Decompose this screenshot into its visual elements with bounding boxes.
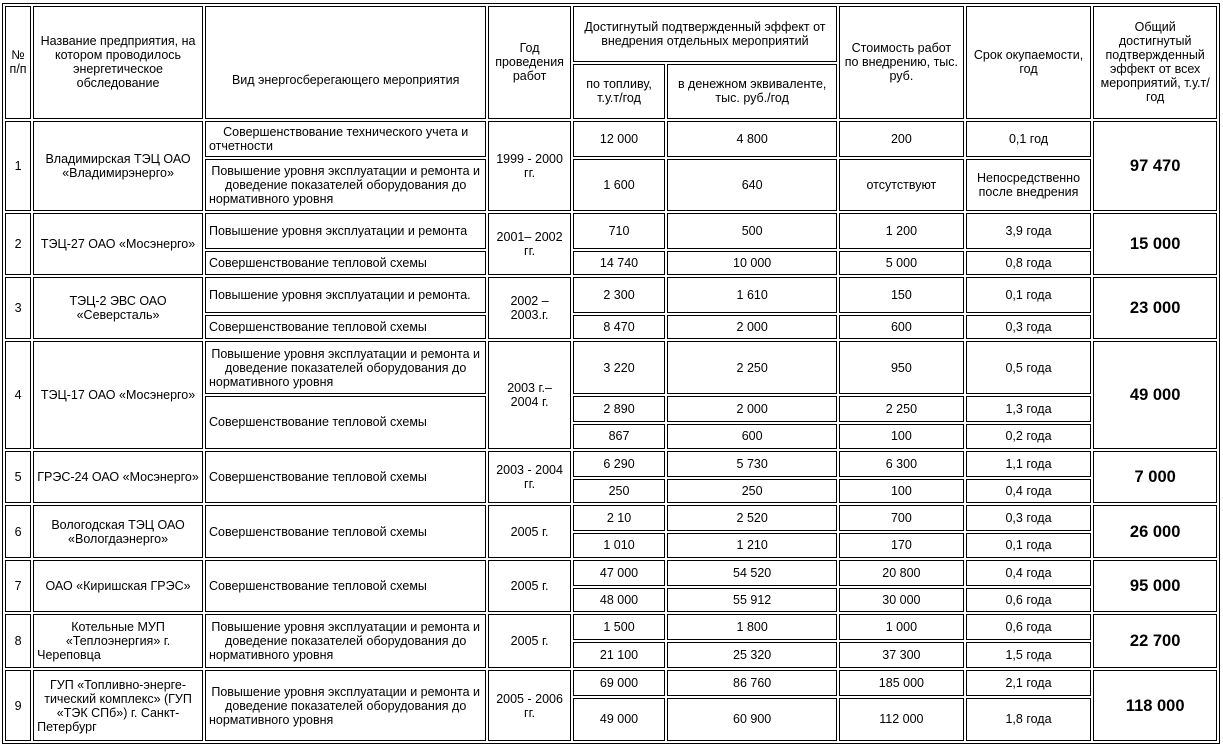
table-row [5, 451, 1217, 477]
payback-cell: 0,1 года [966, 277, 1092, 313]
header-total: Общий достигнутый подтвержденный эффект от всех мероприятий, т.у.т/год [1093, 6, 1217, 119]
fuel-cell: 47 000 [573, 560, 665, 586]
cost-cell: 20 800 [839, 560, 964, 586]
table-row [5, 213, 1217, 249]
fuel-cell: 6 290 [573, 451, 665, 477]
payback-cell: 1,5 года [966, 642, 1092, 668]
payback-cell: 0,3 года [966, 505, 1092, 531]
money-cell: 60 900 [667, 698, 837, 741]
row-num: 3 [5, 277, 31, 339]
measure-name: Повышение уровня эксплуатации и ремонта и доведение показателей оборудования до нормативного уровня [205, 341, 486, 394]
enterprise-name: ТЭЦ-27 ОАО «Мосэнерго» [33, 213, 203, 275]
year-cell: 2005 г. [488, 560, 570, 613]
total-cell: 49 000 [1093, 341, 1217, 448]
header-fuel: по топливу, т.у.т/год [573, 64, 665, 119]
fuel-cell: 2 300 [573, 277, 665, 313]
measure-name: Совершенствование технического учета и отчетности [205, 121, 486, 158]
fuel-cell: 867 [573, 424, 665, 449]
enterprise-name: ГУП «Топливно-энерге-тический комплекс» (ГУП «ТЭК СПб») г. Санкт-Петербург [33, 670, 203, 741]
fuel-cell: 49 000 [573, 698, 665, 741]
enterprise-name: ТЭЦ-17 ОАО «Мосэнерго» [33, 341, 203, 448]
measure-name: Повышение уровня эксплуатации и ремонта и доведение показателей оборудования до нормативного уровня [205, 670, 486, 741]
payback-cell: 0,4 года [966, 560, 1092, 586]
header-cost: Стоимость работ по внедрению, тыс. руб. [839, 6, 964, 119]
measure-name: Совершенствование тепловой схемы [205, 505, 486, 558]
row-num: 1 [5, 121, 31, 211]
fuel-cell: 69 000 [573, 670, 665, 696]
payback-cell: 1,8 года [966, 698, 1092, 741]
table-row [5, 341, 1217, 394]
table-row [5, 277, 1217, 313]
money-cell: 54 520 [667, 560, 837, 586]
cost-cell: 30 000 [839, 588, 964, 613]
enterprise-name: ГРЭС-24 ОАО «Мосэнерго» [33, 451, 203, 504]
payback-cell: 0,1 год [966, 121, 1092, 158]
fuel-cell: 3 220 [573, 341, 665, 394]
year-cell: 2002 – 2003.г. [488, 277, 570, 339]
fuel-cell: 1 600 [573, 159, 665, 211]
fuel-cell: 48 000 [573, 588, 665, 613]
cost-cell: 5 000 [839, 251, 964, 276]
row-num: 4 [5, 341, 31, 448]
table-row [5, 560, 1217, 586]
cost-cell: 37 300 [839, 642, 964, 668]
money-cell: 25 320 [667, 642, 837, 668]
money-cell: 2 250 [667, 341, 837, 394]
money-cell: 250 [667, 479, 837, 504]
table-row [5, 505, 1217, 531]
total-cell: 22 700 [1093, 614, 1217, 668]
energy-audit-table [2, 3, 1220, 744]
cost-cell: 1 200 [839, 213, 964, 249]
money-cell: 55 912 [667, 588, 837, 613]
payback-cell: 1,3 года [966, 396, 1092, 422]
total-cell: 95 000 [1093, 560, 1217, 613]
total-cell: 15 000 [1093, 213, 1217, 275]
row-num: 2 [5, 213, 31, 275]
row-num: 5 [5, 451, 31, 504]
header-year: Год проведения работ [488, 6, 570, 119]
cost-cell: 112 000 [839, 698, 964, 741]
money-cell: 500 [667, 213, 837, 249]
total-cell: 97 470 [1093, 121, 1217, 211]
measure-name: Совершенствование тепловой схемы [205, 451, 486, 504]
year-cell: 1999 - 2000 гг. [488, 121, 570, 211]
measure-name: Повышение уровня эксплуатации и ремонта [205, 213, 486, 249]
cost-cell: 600 [839, 315, 964, 340]
cost-cell: 6 300 [839, 451, 964, 477]
payback-cell: 2,1 года [966, 670, 1092, 696]
cost-cell: 170 [839, 533, 964, 558]
total-cell: 23 000 [1093, 277, 1217, 339]
measure-name: Повышение уровня эксплуатации и ремонта. [205, 277, 486, 313]
fuel-cell: 8 470 [573, 315, 665, 340]
header-payback: Срок окупаемости, год [966, 6, 1092, 119]
fuel-cell: 12 000 [573, 121, 665, 158]
money-cell: 640 [667, 159, 837, 211]
cost-cell: 2 250 [839, 396, 964, 422]
total-cell: 26 000 [1093, 505, 1217, 558]
cost-cell: 100 [839, 479, 964, 504]
fuel-cell: 21 100 [573, 642, 665, 668]
year-cell: 2005 г. [488, 614, 570, 668]
measure-name: Совершенствование тепловой схемы [205, 560, 486, 613]
payback-cell: 3,9 года [966, 213, 1092, 249]
year-cell: 2001– 2002 гг. [488, 213, 570, 275]
enterprise-name: Владимирская ТЭЦ ОАО «Владимирэнерго» [33, 121, 203, 211]
payback-cell: 0,2 года [966, 424, 1092, 449]
header-measure: Вид энергосберегающего мероприятия [205, 6, 486, 119]
measure-name: Повышение уровня эксплуатации и ремонта и доведение показателей оборудования до нормативного уровня [205, 614, 486, 668]
cost-cell: 1 000 [839, 614, 964, 640]
year-cell: 2003 - 2004 гг. [488, 451, 570, 504]
payback-cell: 0,4 года [966, 479, 1092, 504]
money-cell: 2 520 [667, 505, 837, 531]
payback-cell: 0,8 года [966, 251, 1092, 276]
year-cell: 2005 г. [488, 505, 570, 558]
fuel-cell: 1 010 [573, 533, 665, 558]
table-row [5, 670, 1217, 696]
cost-cell: 185 000 [839, 670, 964, 696]
year-cell: 2005 - 2006 гг. [488, 670, 570, 741]
year-cell: 2003 г.– 2004 г. [488, 341, 570, 448]
money-cell: 10 000 [667, 251, 837, 276]
money-cell: 86 760 [667, 670, 837, 696]
payback-cell: 0,3 года [966, 315, 1092, 340]
payback-cell: 0,6 года [966, 588, 1092, 613]
table-row [5, 614, 1217, 640]
table-row [5, 121, 1217, 158]
row-num: 7 [5, 560, 31, 613]
fuel-cell: 250 [573, 479, 665, 504]
header-row [5, 6, 1217, 62]
cost-cell: отсутствуют [839, 159, 964, 211]
enterprise-name: Вологодская ТЭЦ ОАО «Вологдаэнерго» [33, 505, 203, 558]
fuel-cell: 710 [573, 213, 665, 249]
row-num: 8 [5, 614, 31, 668]
header-money: в денежном эквиваленте, тыс. руб./год [667, 64, 837, 119]
cost-cell: 950 [839, 341, 964, 394]
payback-cell: 1,1 года [966, 451, 1092, 477]
measure-name: Совершенствование тепловой схемы [205, 396, 486, 449]
payback-cell: Непосредственно после внедрения [966, 159, 1092, 211]
cost-cell: 700 [839, 505, 964, 531]
cost-cell: 100 [839, 424, 964, 449]
money-cell: 600 [667, 424, 837, 449]
money-cell: 1 800 [667, 614, 837, 640]
enterprise-name: Котельные МУП «Теплоэнергия» г. Череповца [33, 614, 203, 668]
payback-cell: 0,6 года [966, 614, 1092, 640]
measure-name: Совершенствование тепловой схемы [205, 315, 486, 340]
row-num: 9 [5, 670, 31, 741]
header-num: № п/п [5, 6, 31, 119]
header-enterprise: Название предприятия, на котором проводилось энергетическое обследование [33, 6, 203, 119]
fuel-cell: 2 890 [573, 396, 665, 422]
enterprise-name: ОАО «Киришская ГРЭС» [33, 560, 203, 613]
money-cell: 2 000 [667, 315, 837, 340]
money-cell: 1 610 [667, 277, 837, 313]
total-cell: 7 000 [1093, 451, 1217, 504]
money-cell: 1 210 [667, 533, 837, 558]
money-cell: 2 000 [667, 396, 837, 422]
money-cell: 5 730 [667, 451, 837, 477]
cost-cell: 150 [839, 277, 964, 313]
payback-cell: 0,1 года [966, 533, 1092, 558]
total-cell: 118 000 [1093, 670, 1217, 741]
measure-name: Совершенствование тепловой схемы [205, 251, 486, 276]
fuel-cell: 14 740 [573, 251, 665, 276]
fuel-cell: 1 500 [573, 614, 665, 640]
fuel-cell: 2 10 [573, 505, 665, 531]
money-cell: 4 800 [667, 121, 837, 158]
enterprise-name: ТЭЦ-2 ЭВС ОАО «Северсталь» [33, 277, 203, 339]
measure-name: Повышение уровня эксплуатации и ремонта и доведение показателей оборудования до нормативного уровня [205, 159, 486, 211]
header-effect: Достигнутый подтвержденный эффект от внедрения отдельных мероприятий [573, 6, 837, 62]
payback-cell: 0,5 года [966, 341, 1092, 394]
cost-cell: 200 [839, 121, 964, 158]
row-num: 6 [5, 505, 31, 558]
